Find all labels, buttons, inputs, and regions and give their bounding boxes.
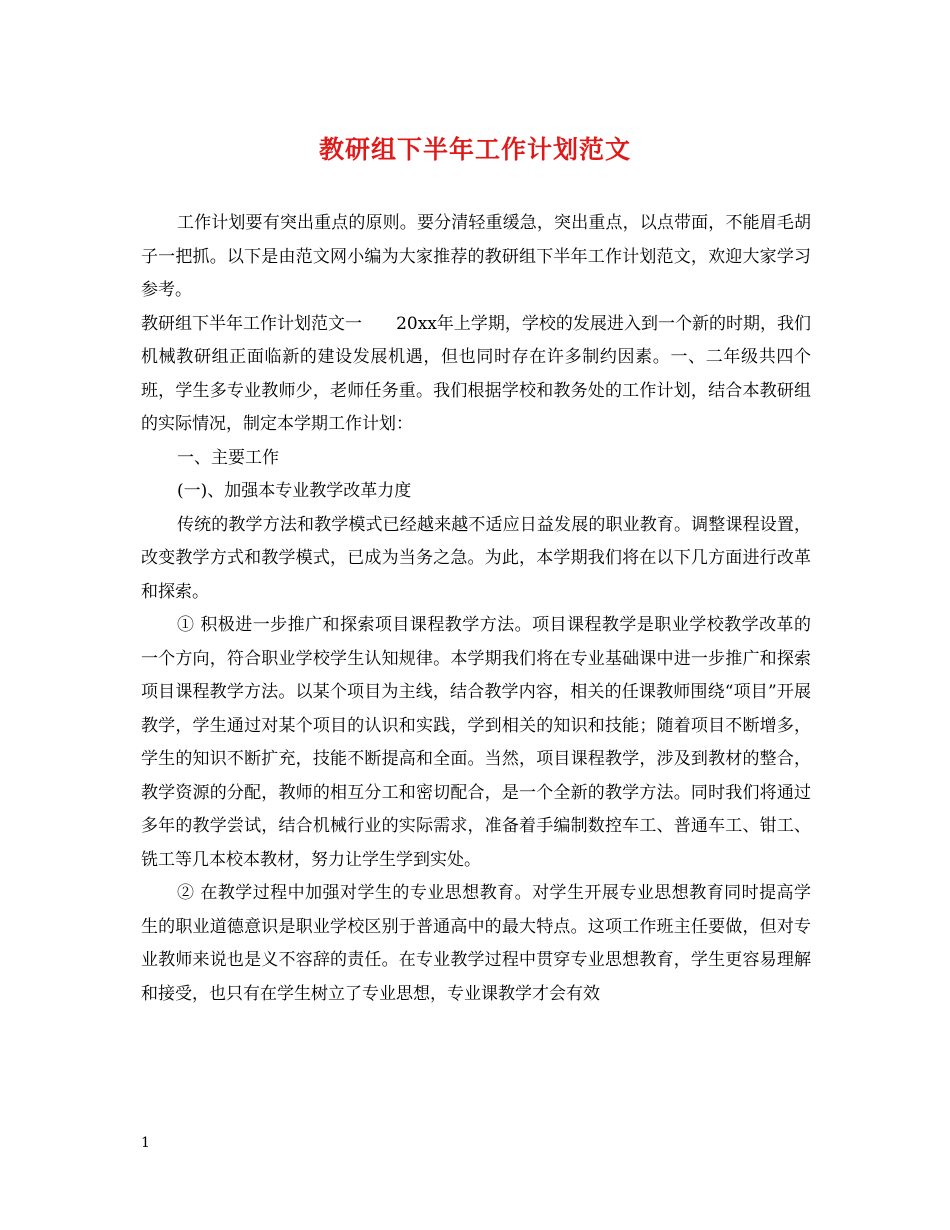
intro-paragraph: 工作计划要有突出重点的原则。要分清轻重缓急，突出重点，以点带面，不能眉毛胡子一把抓。以下是由范文网小编为大家推荐的教研组下半年工作计划范文，欢迎大家学习参考。: [141, 213, 811, 300]
document-body: [141, 207, 811, 1011]
section-intro-paragraph: 教研组下半年工作计划范文一 20xx年上学期，学校的发展进入到一个新的时期，我们机械教研组正面临新的建设发展机遇，但也同时存在许多制约因素。一、二年级共四个班，学生多专业教师少，老师任务重。我们根据学校和教务处的工作计划，结合本教研组的实际情况，制定本学期工作计划：: [141, 313, 811, 434]
paragraph-project-courses: ① 积极进一步推广和探索项目课程教学方法。项目课程教学是职业学校教学改革的一个方向，符合职业学校学生认知规律。本学期我们将在专业基础课中进一步推广和探索项目课程教学方法。以某个项目为主线，结合教学内容，相关的任课教师围绕“项目”开展教学，学生通过对某个项目的认识和实践，学到相关的知识和技能；随着项目不断增多，学生的知识不断扩充，技能不断提高和全面。当然，项目课程教学，涉及到教材的整合，教学资源的分配，教师的相互分工和密切配合，是一个全新的教学方法。同时我们将通过多年的教学尝试，结合机械行业的实际需求，准备着手编制数控车工、普通车工、钳工、铣工等几本校本教材，努力让学生学到实处。: [141, 615, 811, 870]
page-number: 1: [141, 1135, 150, 1151]
paragraph-teaching-methods: 传统的教学方法和教学模式已经越来越不适应日益发展的职业教育。调整课程设置，改变教学方式和教学模式，已成为当务之急。为此，本学期我们将在以下几方面进行改革和探索。: [141, 514, 811, 602]
subheading-teaching-reform: (一)、加强本专业教学改革力度: [177, 481, 412, 501]
document-title: 教研组下半年工作计划范文: [318, 135, 631, 164]
paragraph-professional-education: ② 在教学过程中加强对学生的专业思想教育。对学生开展专业思想教育同时提高学生的职业道德意识是职业学校区别于普通高中的最大特点。这项工作班主任要做，但对专业教师来说也是义不容辞的责任。在专业教学过程中贯穿专业思想教育，学生更容易理解和接受，也只有在学生树立了专业思想，专业课教学才会有效: [141, 883, 811, 1004]
heading-main-work: 一、主要工作: [177, 447, 279, 468]
